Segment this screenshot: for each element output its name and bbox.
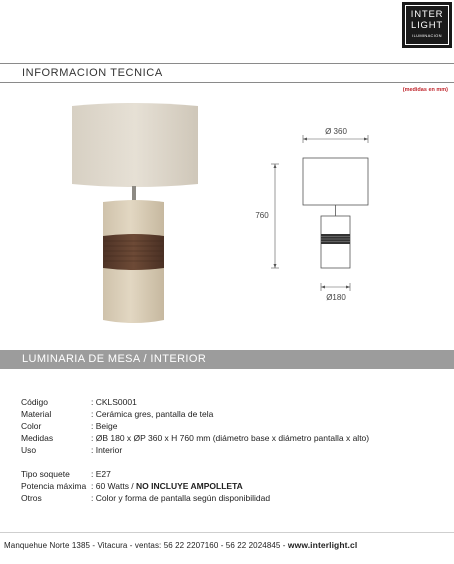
spec-label: Potencia máxima — [21, 481, 87, 491]
interlight-logo — [402, 2, 452, 48]
spec-value: : Cerámica gres, pantalla de tela — [91, 409, 214, 419]
spec-label: Medidas — [21, 433, 54, 443]
spec-value: : E27 — [91, 469, 111, 479]
footer-contact — [4, 540, 357, 550]
footer — [0, 532, 454, 558]
category-band — [0, 350, 454, 369]
shade-outline — [303, 158, 368, 205]
spec-label: Código — [21, 397, 48, 407]
spec-value — [91, 480, 243, 492]
shade-diameter-label: Ø 360 — [325, 127, 347, 136]
spec-label: Otros — [21, 493, 42, 503]
power-value: : 60 Watts / — [91, 481, 137, 491]
category-title: LUMINARIA DE MESA / INTERIOR — [22, 353, 207, 365]
header-bottom-rule — [0, 82, 454, 83]
spec-value: : CKLS0001 — [91, 397, 137, 407]
spec-value: : Color y forma de pantalla según disponibilidad — [91, 493, 271, 503]
spec-label: Uso — [21, 445, 37, 455]
units-note: (medidas en mm) — [402, 87, 448, 93]
spec-label: Material — [21, 409, 52, 419]
power-note: NO INCLUYE AMPOLLETA — [136, 481, 243, 491]
spec-value: : Interior — [91, 445, 123, 455]
logo-line-3: ILUMINACION — [412, 33, 442, 38]
spec-value: : ØB 180 x ØP 360 x H 760 mm (diámetro base x diámetro pantalla x alto) — [91, 433, 370, 443]
spec-value: : Beige — [91, 421, 118, 431]
footer-website-link[interactable]: www.interlight.cl — [287, 540, 358, 550]
page-title: INFORMACION TECNICA — [22, 67, 163, 79]
spec-label: Tipo soquete — [21, 469, 70, 479]
lamp-product-image — [70, 102, 200, 332]
spec-label: Color — [21, 421, 42, 431]
footer-address: Manquehue Norte 1385 - Vitacura - ventas: 56 22 2207160 - 56 22 2024845 - — [4, 541, 288, 550]
logo-line-2: LIGHT — [411, 20, 443, 31]
logo-line-1: INTER — [410, 9, 444, 20]
header-top-rule — [0, 63, 454, 64]
base-diameter-label: Ø180 — [326, 293, 346, 302]
height-label: 760 — [255, 211, 269, 220]
dimension-diagram — [250, 120, 400, 310]
